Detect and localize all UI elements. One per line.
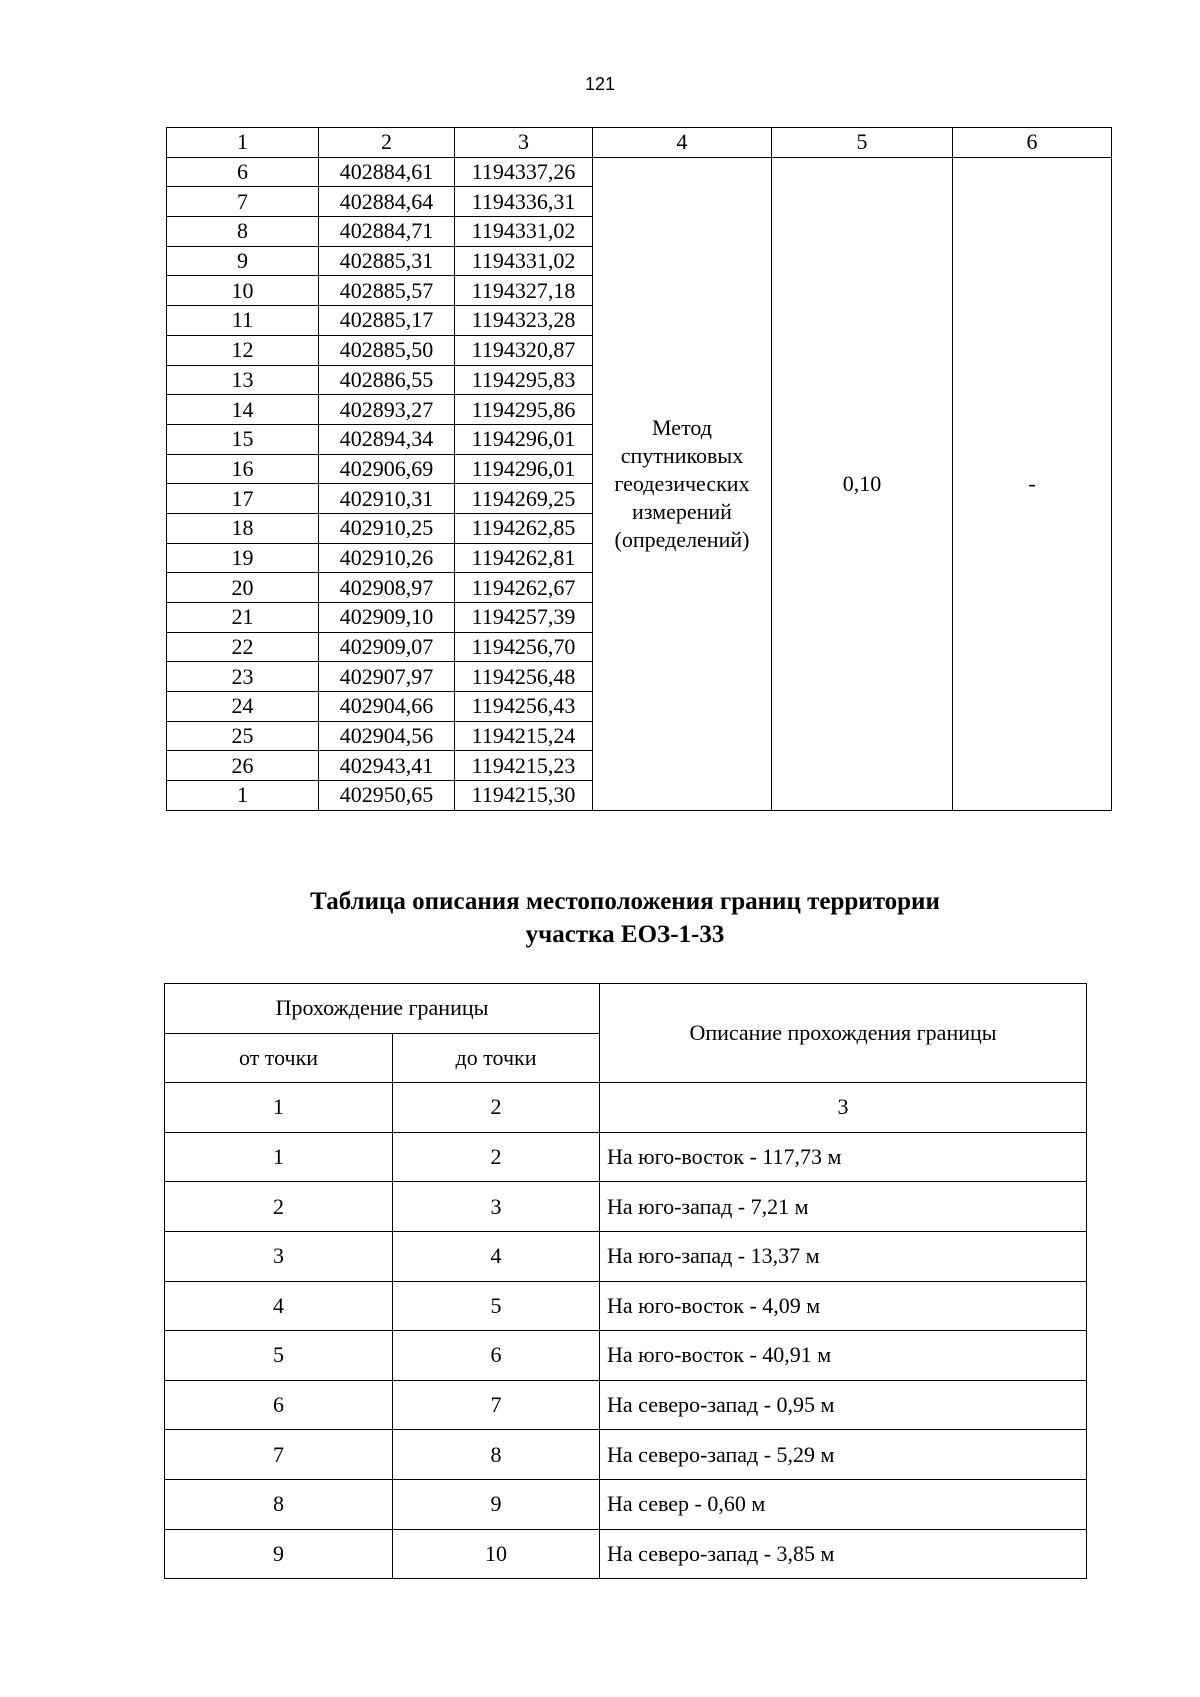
x-coordinate: 402950,65 — [319, 781, 455, 811]
y-coordinate: 1194295,86 — [455, 395, 593, 425]
y-coordinate: 1194256,48 — [455, 662, 593, 692]
point-number: 21 — [167, 603, 319, 633]
header-description: Описание прохождения границы — [600, 984, 1087, 1083]
method-line: (определений) — [614, 526, 750, 552]
x-coordinate: 402885,57 — [319, 276, 455, 306]
y-coordinate: 1194256,43 — [455, 692, 593, 722]
point-number: 18 — [167, 513, 319, 543]
boundary-description: На северо-запад - 3,85 м — [600, 1529, 1087, 1579]
header-from: от точки — [165, 1033, 393, 1083]
point-number: 7 — [167, 187, 319, 217]
header-cell: 6 — [953, 128, 1112, 158]
header-cell: 1 — [167, 128, 319, 158]
point-number: 16 — [167, 454, 319, 484]
x-coordinate: 402908,97 — [319, 573, 455, 603]
x-coordinate: 402909,07 — [319, 632, 455, 662]
description-row — [165, 1132, 1087, 1182]
y-coordinate: 1194215,30 — [455, 781, 593, 811]
header-passage: Прохождение границы — [165, 984, 600, 1034]
to-point: 8 — [393, 1430, 600, 1480]
method-cell — [593, 157, 772, 810]
y-coordinate: 1194262,67 — [455, 573, 593, 603]
point-number: 24 — [167, 692, 319, 722]
x-coordinate: 402886,55 — [319, 365, 455, 395]
point-number: 25 — [167, 721, 319, 751]
to-point: 3 — [393, 1182, 600, 1232]
header-cell: 2 — [319, 128, 455, 158]
y-coordinate: 1194337,26 — [455, 157, 593, 187]
boundary-description: На северо-запад - 0,95 м — [600, 1380, 1087, 1430]
y-coordinate: 1194296,01 — [455, 424, 593, 454]
coordinates-header-row — [167, 128, 1112, 158]
to-point: 6 — [393, 1331, 600, 1381]
x-coordinate: 402943,41 — [319, 751, 455, 781]
column-number: 3 — [600, 1083, 1087, 1133]
description-row — [165, 1231, 1087, 1281]
column-number: 1 — [165, 1083, 393, 1133]
y-coordinate: 1194336,31 — [455, 187, 593, 217]
y-coordinate: 1194256,70 — [455, 632, 593, 662]
y-coordinate: 1194215,24 — [455, 721, 593, 751]
from-point: 4 — [165, 1281, 393, 1331]
coordinate-row — [167, 157, 1112, 187]
to-point: 7 — [393, 1380, 600, 1430]
y-coordinate: 1194215,23 — [455, 751, 593, 781]
y-coordinate: 1194295,83 — [455, 365, 593, 395]
from-point: 7 — [165, 1430, 393, 1480]
y-coordinate: 1194257,39 — [455, 603, 593, 633]
x-coordinate: 402910,25 — [319, 513, 455, 543]
point-number: 19 — [167, 543, 319, 573]
from-point: 6 — [165, 1380, 393, 1430]
x-coordinate: 402885,17 — [319, 306, 455, 336]
from-point: 2 — [165, 1182, 393, 1232]
x-coordinate: 402884,61 — [319, 157, 455, 187]
to-point: 10 — [393, 1529, 600, 1579]
y-coordinate: 1194262,81 — [455, 543, 593, 573]
x-coordinate: 402907,97 — [319, 662, 455, 692]
method-text — [593, 414, 771, 554]
x-coordinate: 402910,26 — [319, 543, 455, 573]
point-number: 13 — [167, 365, 319, 395]
accuracy-cell: 0,10 — [772, 157, 953, 810]
method-line: геодезических — [614, 470, 750, 496]
description-header-row — [165, 984, 1087, 1034]
x-coordinate: 402885,31 — [319, 246, 455, 276]
to-point: 4 — [393, 1231, 600, 1281]
column-number: 2 — [393, 1083, 600, 1133]
description-row — [165, 1380, 1087, 1430]
point-number: 22 — [167, 632, 319, 662]
header-cell: 3 — [455, 128, 593, 158]
point-number: 12 — [167, 335, 319, 365]
y-coordinate: 1194296,01 — [455, 454, 593, 484]
boundary-description: На юго-восток - 40,91 м — [600, 1331, 1087, 1381]
header-to: до точки — [393, 1033, 600, 1083]
method-line: Метод — [652, 414, 712, 440]
point-number: 10 — [167, 276, 319, 306]
y-coordinate: 1194269,25 — [455, 484, 593, 514]
description-row — [165, 1281, 1087, 1331]
from-point: 1 — [165, 1132, 393, 1182]
point-number: 23 — [167, 662, 319, 692]
point-number: 6 — [167, 157, 319, 187]
boundary-description: На юго-запад - 7,21 м — [600, 1182, 1087, 1232]
point-number: 14 — [167, 395, 319, 425]
x-coordinate: 402904,66 — [319, 692, 455, 722]
x-coordinate: 402909,10 — [319, 603, 455, 633]
description-row — [165, 1331, 1087, 1381]
description-row — [165, 1430, 1087, 1480]
x-coordinate: 402893,27 — [319, 395, 455, 425]
x-coordinate: 402894,34 — [319, 424, 455, 454]
x-coordinate: 402910,31 — [319, 484, 455, 514]
point-number: 20 — [167, 573, 319, 603]
boundary-description: На юго-запад - 13,37 м — [600, 1231, 1087, 1281]
section-title-line: участка ЕОЗ-1-33 — [525, 921, 725, 948]
point-number: 26 — [167, 751, 319, 781]
section-title — [0, 885, 1200, 951]
method-line: спутниковых — [620, 442, 744, 468]
boundary-description: На юго-восток - 117,73 м — [600, 1132, 1087, 1182]
boundary-description: На юго-восток - 4,09 м — [600, 1281, 1087, 1331]
y-coordinate: 1194331,02 — [455, 246, 593, 276]
point-number: 9 — [167, 246, 319, 276]
coordinates-table — [166, 127, 1112, 811]
to-point: 5 — [393, 1281, 600, 1331]
boundary-description: На северо-запад - 5,29 м — [600, 1430, 1087, 1480]
from-point: 3 — [165, 1231, 393, 1281]
point-number: 8 — [167, 217, 319, 247]
y-coordinate: 1194323,28 — [455, 306, 593, 336]
y-coordinate: 1194320,87 — [455, 335, 593, 365]
description-row — [165, 1479, 1087, 1529]
boundary-description: На север - 0,60 м — [600, 1479, 1087, 1529]
from-point: 9 — [165, 1529, 393, 1579]
point-number: 17 — [167, 484, 319, 514]
header-cell: 4 — [593, 128, 772, 158]
to-point: 9 — [393, 1479, 600, 1529]
x-coordinate: 402906,69 — [319, 454, 455, 484]
x-coordinate: 402884,71 — [319, 217, 455, 247]
column-number-row — [165, 1083, 1087, 1133]
boundary-description-table — [164, 983, 1087, 1579]
x-coordinate: 402884,64 — [319, 187, 455, 217]
page-number: 121 — [584, 74, 616, 94]
method-line: измерений — [632, 498, 732, 524]
description-row — [165, 1182, 1087, 1232]
point-number: 1 — [167, 781, 319, 811]
y-coordinate: 1194262,85 — [455, 513, 593, 543]
section-title-line: Таблица описания местоположения границ территории — [310, 888, 940, 915]
y-coordinate: 1194327,18 — [455, 276, 593, 306]
from-point: 5 — [165, 1331, 393, 1381]
header-cell: 5 — [772, 128, 953, 158]
description-row — [165, 1529, 1087, 1579]
x-coordinate: 402904,56 — [319, 721, 455, 751]
from-point: 8 — [165, 1479, 393, 1529]
x-coordinate: 402885,50 — [319, 335, 455, 365]
note-cell: - — [953, 157, 1112, 810]
to-point: 2 — [393, 1132, 600, 1182]
point-number: 11 — [167, 306, 319, 336]
point-number: 15 — [167, 424, 319, 454]
y-coordinate: 1194331,02 — [455, 217, 593, 247]
